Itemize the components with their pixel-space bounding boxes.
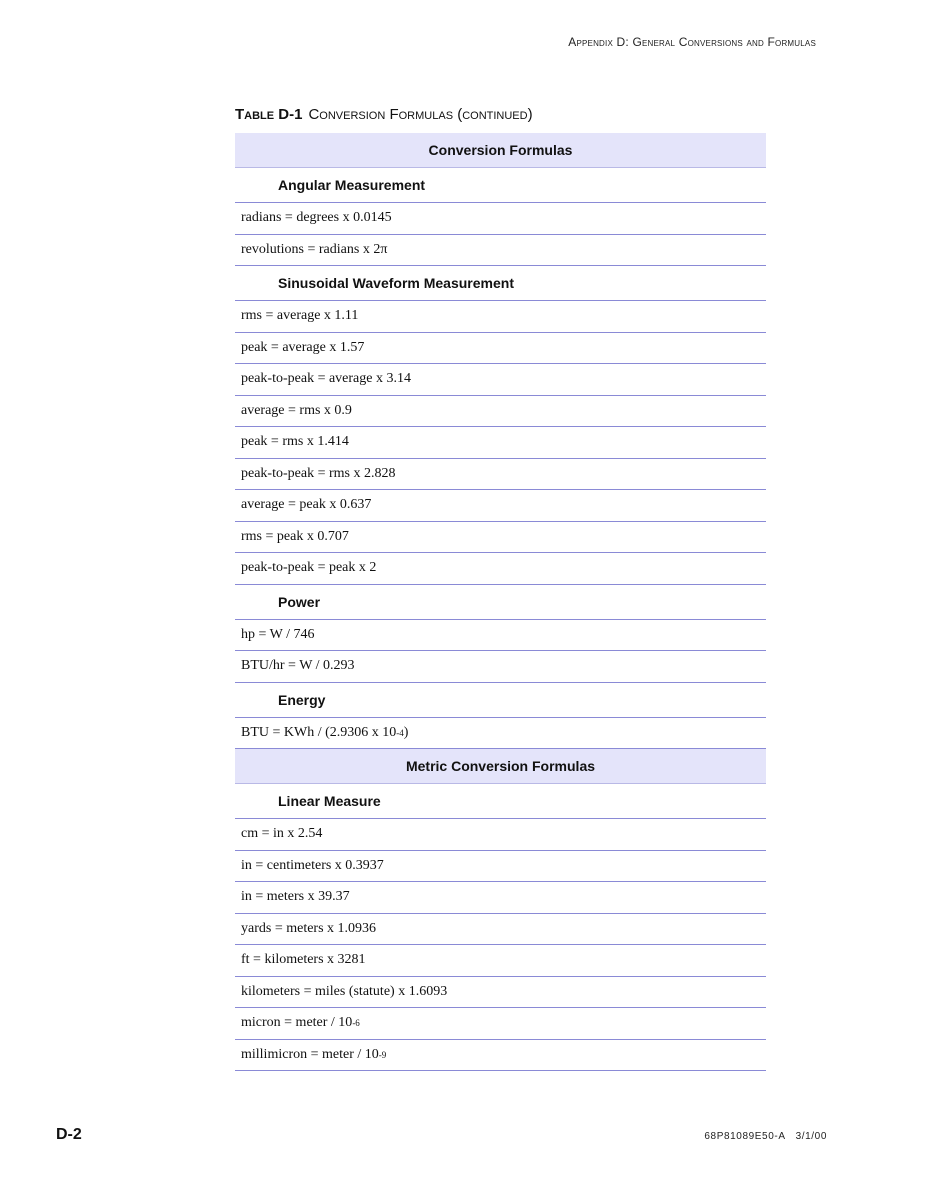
- formula-tail: ): [403, 724, 409, 740]
- table-row: cm = in x 2.54: [235, 819, 766, 851]
- doc-date: 3/1/00: [795, 1131, 827, 1142]
- doc-number: 68P81089E50-A: [704, 1131, 786, 1142]
- section-heading-conversion: Conversion Formulas: [235, 133, 766, 168]
- document-id: [704, 1131, 827, 1142]
- table-row: average = rms x 0.9: [235, 396, 766, 428]
- table-row-millimicron: millimicron = meter / 10 -9: [235, 1040, 766, 1072]
- conversion-table: [235, 133, 766, 1071]
- group-heading-angular: Angular Measurement: [235, 168, 766, 203]
- table-row: radians = degrees x 0.0145: [235, 203, 766, 235]
- formula-text: millimicron = meter / 10: [241, 1046, 379, 1062]
- formula-text: micron = meter / 10: [241, 1015, 353, 1031]
- table-row: peak-to-peak = average x 3.14: [235, 364, 766, 396]
- group-heading-sinusoidal: Sinusoidal Waveform Measurement: [235, 266, 766, 301]
- table-row: peak = average x 1.57: [235, 333, 766, 365]
- table-row: ft = kilometers x 3281: [235, 945, 766, 977]
- table-row: in = centimeters x 0.3937: [235, 851, 766, 883]
- table-row: peak-to-peak = peak x 2: [235, 553, 766, 585]
- page-number: D-2: [56, 1126, 82, 1143]
- table-row: revolutions = radians x 2π: [235, 235, 766, 267]
- table-row: in = meters x 39.37: [235, 882, 766, 914]
- group-heading-linear: Linear Measure: [235, 784, 766, 819]
- group-heading-energy: Energy: [235, 683, 766, 718]
- table-label: Table D-1: [235, 106, 303, 123]
- table-row: peak-to-peak = rms x 2.828: [235, 459, 766, 491]
- section-heading-metric: Metric Conversion Formulas: [235, 749, 766, 784]
- table-caption: [235, 106, 533, 123]
- formula-text: BTU = KWh / (2.9306 x 10: [241, 724, 397, 740]
- table-row-micron: micron = meter / 10 -6: [235, 1008, 766, 1040]
- table-row: BTU/hr = W / 0.293: [235, 651, 766, 683]
- group-heading-power: Power: [235, 585, 766, 620]
- running-header: Appendix D: General Conversions and Formulas: [568, 35, 816, 49]
- table-row: rms = peak x 0.707: [235, 522, 766, 554]
- table-row-btu: BTU = KWh / (2.9306 x 10 -4 ): [235, 718, 766, 750]
- table-title: Conversion Formulas (continued): [308, 106, 533, 123]
- table-row: rms = average x 1.11: [235, 301, 766, 333]
- table-row: peak = rms x 1.414: [235, 427, 766, 459]
- table-row: hp = W / 746: [235, 620, 766, 652]
- table-row: kilometers = miles (statute) x 1.6093: [235, 977, 766, 1009]
- table-row: average = peak x 0.637: [235, 490, 766, 522]
- table-row: yards = meters x 1.0936: [235, 914, 766, 946]
